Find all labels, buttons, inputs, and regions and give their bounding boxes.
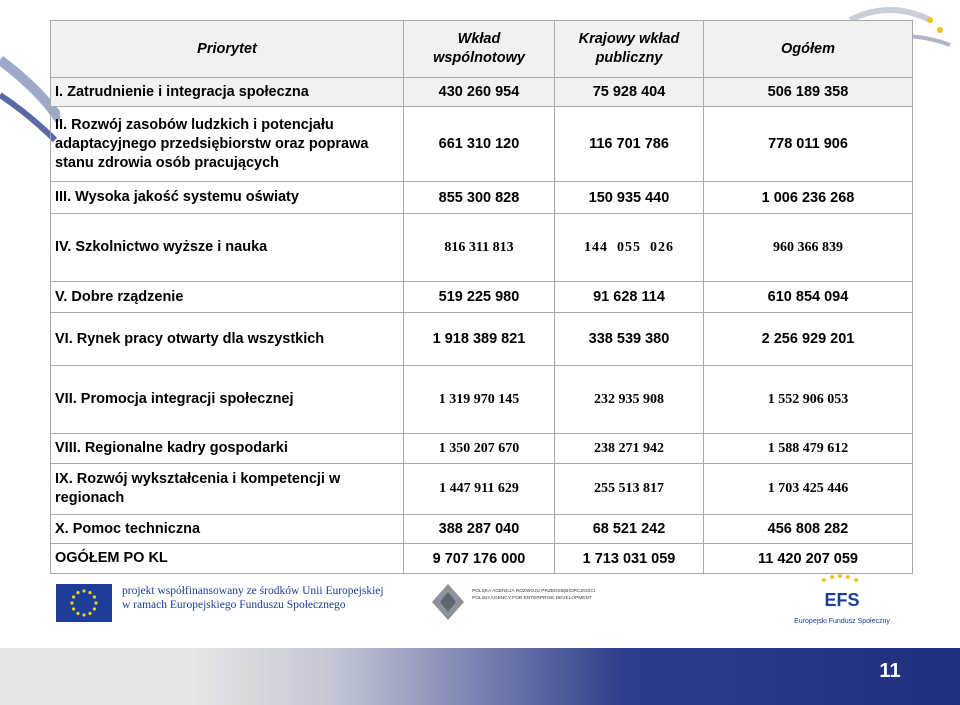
efs-logo-text: EFS	[824, 590, 860, 610]
cell-wklad: 816 311 813	[404, 214, 555, 282]
cell-krajowy: 338 539 380	[555, 313, 704, 366]
row-label: V. Dobre rządzenie	[51, 282, 404, 313]
budget-table	[50, 20, 913, 574]
cell-krajowy: 1 713 031 059	[555, 544, 704, 574]
cell-ogolem: 2 256 929 201	[704, 313, 913, 366]
page-number: 11	[879, 660, 901, 682]
table-row	[51, 515, 913, 544]
cell-ogolem: 960 366 839	[704, 214, 913, 282]
cell-wklad: 1 447 911 629	[404, 464, 555, 515]
row-label: II. Rozwój zasobów ludzkich i potencjału adaptacyjnego przedsiębiorstw oraz poprawa stanu zdrowia osób pracujących	[51, 107, 404, 182]
cell-ogolem: 11 420 207 059	[704, 544, 913, 574]
cell-wklad: 430 260 954	[404, 78, 555, 107]
header-ogolem: Ogółem	[704, 21, 913, 78]
cell-krajowy: 68 521 242	[555, 515, 704, 544]
table-row	[51, 182, 913, 214]
budget-table-container	[50, 20, 912, 574]
eu-flag-icon	[56, 584, 112, 622]
cell-wklad: 661 310 120	[404, 107, 555, 182]
row-label: III. Wysoka jakość systemu oświaty	[51, 182, 404, 214]
cell-ogolem: 456 808 282	[704, 515, 913, 544]
parp-logo-text: POLSKA AGENCJA ROZWOJU PRZEDSIĘBIORCZOŚCI POLISH AGENCY FOR ENTERPRISE DEVELOPMENT	[472, 589, 596, 601]
table-row	[51, 313, 913, 366]
row-label: X. Pomoc techniczna	[51, 515, 404, 544]
row-label: OGÓŁEM PO KL	[51, 544, 404, 574]
row-label: VI. Rynek pracy otwarty dla wszystkich	[51, 313, 404, 366]
cell-krajowy: 116 701 786	[555, 107, 704, 182]
cell-krajowy: 150 935 440	[555, 182, 704, 214]
table-row	[51, 464, 913, 515]
cell-ogolem: 1 703 425 446	[704, 464, 913, 515]
efs-label: Europejski Fundusz Społeczny	[794, 618, 890, 625]
cell-ogolem: 778 011 906	[704, 107, 913, 182]
cell-ogolem: 506 189 358	[704, 78, 913, 107]
row-label: VIII. Regionalne kadry gospodarki	[51, 434, 404, 464]
cell-ogolem: 610 854 094	[704, 282, 913, 313]
footer-logos	[0, 568, 960, 648]
cell-krajowy: 232 935 908	[555, 366, 704, 434]
cell-ogolem: 1 588 479 612	[704, 434, 913, 464]
eu-cofinancing-text: projekt współfinansowany ze środków Unii Europejskiej w ramach Europejskiego Funduszu Społecznego	[122, 585, 384, 611]
cell-wklad: 9 707 176 000	[404, 544, 555, 574]
cell-wklad: 1 319 970 145	[404, 366, 555, 434]
cell-krajowy: 75 928 404	[555, 78, 704, 107]
cell-wklad: 855 300 828	[404, 182, 555, 214]
cell-krajowy: 255 513 817	[555, 464, 704, 515]
bottom-band	[0, 648, 960, 705]
header-wklad-wspolnotowy: Wkład wspólnotowy	[404, 21, 555, 78]
cell-krajowy: 144 055 026	[555, 214, 704, 282]
parp-logo-icon	[430, 582, 466, 622]
cell-wklad: 388 287 040	[404, 515, 555, 544]
table-row	[51, 107, 913, 182]
row-label: IV. Szkolnictwo wyższe i nauka	[51, 214, 404, 282]
row-label: I. Zatrudnienie i integracja społeczna	[51, 78, 404, 107]
efs-logo-icon	[812, 572, 872, 616]
table-row	[51, 434, 913, 464]
table-row	[51, 282, 913, 313]
table-row	[51, 78, 913, 107]
cell-ogolem: 1 006 236 268	[704, 182, 913, 214]
cell-ogolem: 1 552 906 053	[704, 366, 913, 434]
header-priorytet: Priorytet	[51, 21, 404, 78]
cell-krajowy: 238 271 942	[555, 434, 704, 464]
cell-wklad: 1 918 389 821	[404, 313, 555, 366]
row-label: IX. Rozwój wykształcenia i kompetencji w regionach	[51, 464, 404, 515]
table-row	[51, 366, 913, 434]
row-label: VII. Promocja integracji społecznej	[51, 366, 404, 434]
table-row	[51, 214, 913, 282]
cell-krajowy: 91 628 114	[555, 282, 704, 313]
cell-wklad: 1 350 207 670	[404, 434, 555, 464]
cell-wklad: 519 225 980	[404, 282, 555, 313]
header-krajowy-wklad: Krajowy wkład publiczny	[555, 21, 704, 78]
